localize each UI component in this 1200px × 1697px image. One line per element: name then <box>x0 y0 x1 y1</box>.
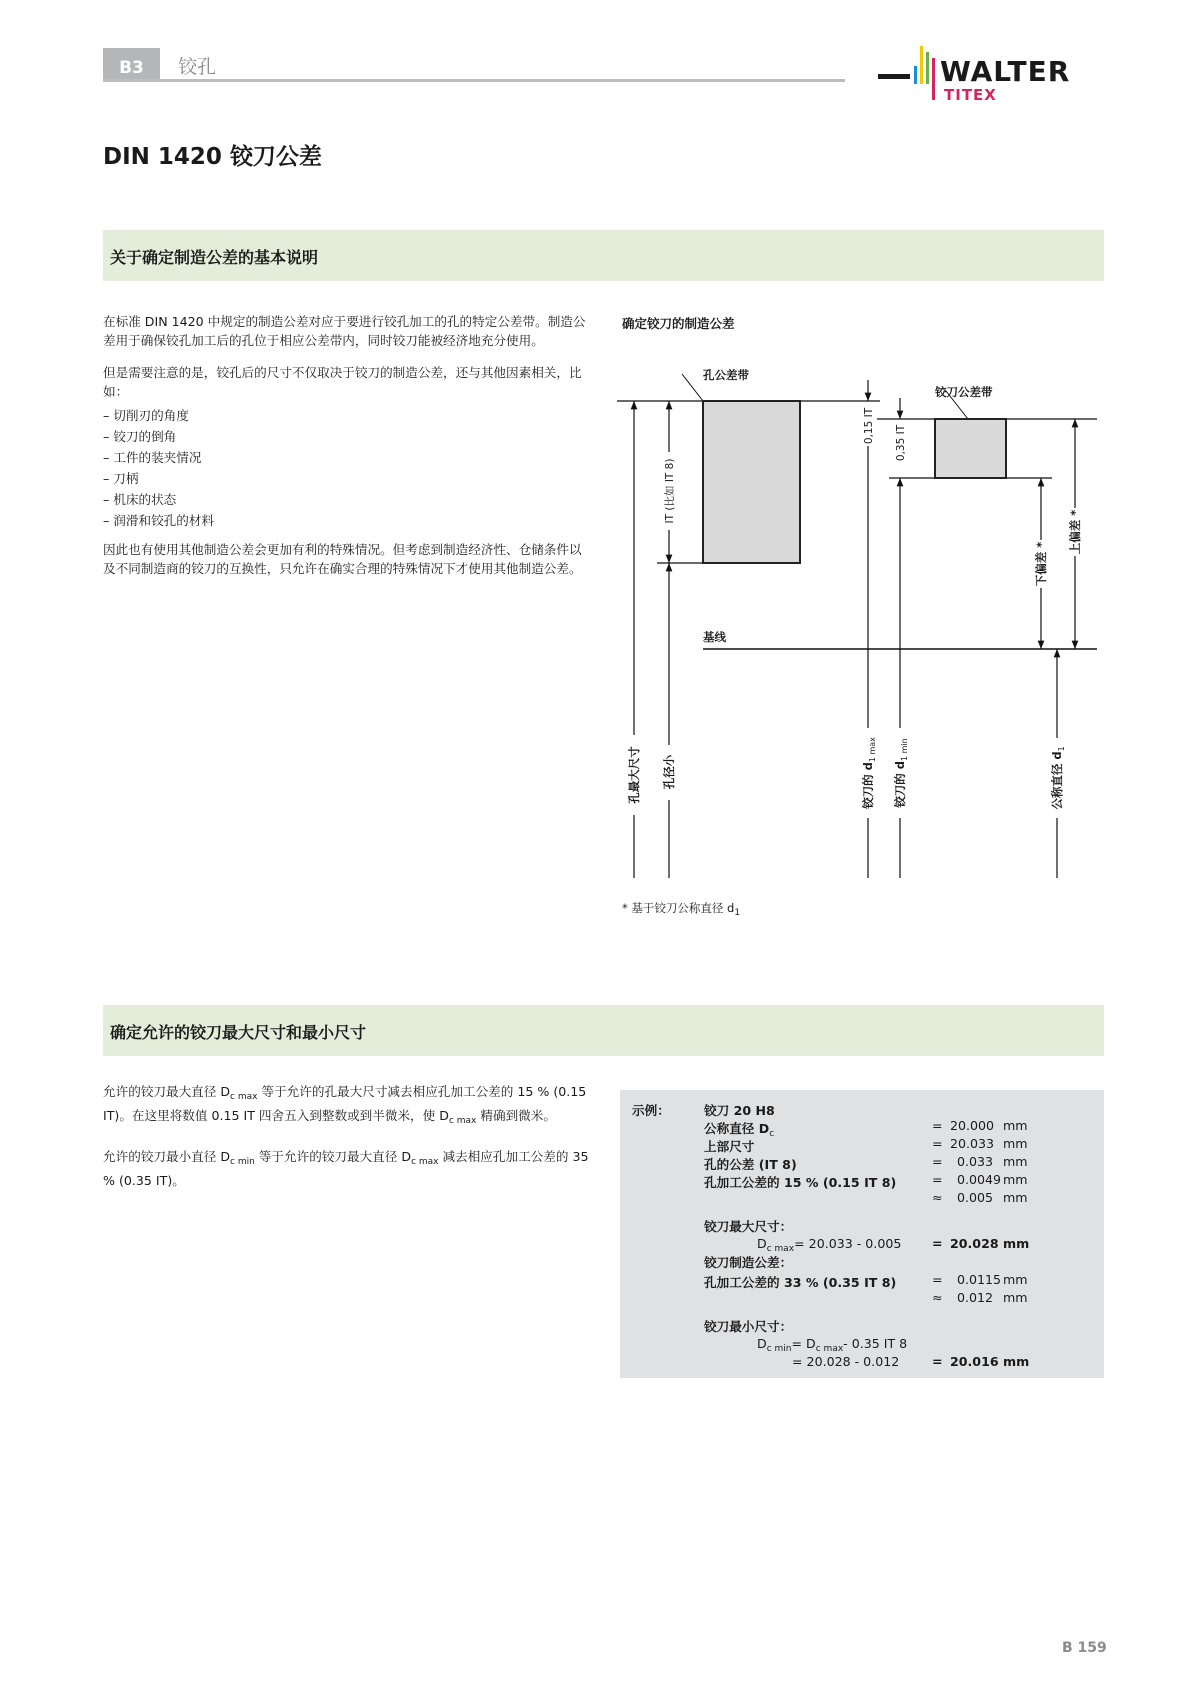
diagram-footnote: * 基于铰刀公称直径 $d_1$ <box>622 901 741 918</box>
chapter-tab: B3 <box>103 48 160 81</box>
upper-deviation-label: 上偏差 * <box>1068 509 1082 555</box>
walter-titex-logo <box>878 44 1108 104</box>
logo-text: WALTER <box>940 55 1071 88</box>
basics-text: 在标准 DIN 1420 中规定的制造公差对应于要进行铰孔加工的孔的特定公差带。制造公差用于确保铰孔加工后的孔位于相应公差带内，同时铰刀能被经济地充分使用。 但是需要注意的是，铰孔后的尺寸不仅取决于铰刀的制造公差，还与其他因素相关，比如： – 切削刃的角度 – 铰刀的倒角 – 工件的装夹情况 – 刀柄 – 机床的状态 – 润滑和铰孔的材料 因此也有使用其他制造公差会更加有利的特殊情况。但考虑到制造经济性、仓储条件以及不同制造商的铰刀的互换性，只允许在确实合理的特殊情况下才使用其他制造公差。 <box>103 313 593 592</box>
list-item: – 切削刃的角度 <box>103 408 189 423</box>
dcmax-result: 20.028 <box>950 1236 999 1251</box>
page-title: DIN 1420 铰刀公差 <box>103 144 322 170</box>
list-item: – 机床的状态 <box>103 492 177 507</box>
hole-band-label: 孔公差带 <box>703 368 749 382</box>
hole-max-label: 孔最大尺寸 <box>627 746 641 804</box>
nominal-d1-label: 公称直径 $d_1$ <box>1050 746 1066 810</box>
baseline-label: 基线 <box>703 630 726 644</box>
reamer-d1min-label: 铰刀的 $d_{1 min}$ <box>893 738 909 808</box>
reamer-d1max-label: 铰刀的 $d_{1 max}$ <box>861 737 877 809</box>
example-box: 示例： 铰刀 20 H8 公称直径 $D_c$ = 20.000 mm 上部尺寸 = 20.033 mm 孔的公差 (IT 8) = 0.033 mm 孔加工公差的 15 % (0.15 IT 8) = 0.0049 mm ≈ 0.005 mm 铰刀最大尺寸： $D_{c max}= 20.033 - 0.005$ = 20.028 mm 铰刀制造公差： 孔加工公差的 33 % (0.35 IT 8) = 0.0115 mm ≈ 0.012 mm 铰刀最小尺寸： $D_{c min}= D_{c max}-$ 0.35 IT 8 = 20.028 - 0.012 = 20.016 mm <box>620 1090 1104 1378</box>
chapter-title: 铰孔 <box>178 56 217 78</box>
factor-list <box>103 405 593 531</box>
page-number: B 159 <box>1062 1640 1107 1656</box>
it035-label: 0,35 IT <box>895 424 907 462</box>
section-header-limits: 确定允许的铰刀最大尺寸和最小尺寸 <box>103 1005 1104 1056</box>
svg-text:TITEX: TITEX <box>944 86 997 104</box>
limits-text: 允许的铰刀最大直径 $D_{c max}$ 等于允许的孔最大尺寸减去相应孔加工公差的 15 % (0.15 IT)。在这里将数值 0.15 IT 四舍五入到整数或到半微米，使 $D_{c max}$ 精确到微米。 允许的铰刀最小直径 $D_{c min}$ 等于允许的铰刀最大直径 $D_{c max}$ 减去相应孔加工公差的 35 % (0.35 IT)。 <box>103 1084 589 1188</box>
dcmin-result: 20.016 <box>950 1354 999 1369</box>
hole-min-label: 孔径小 <box>662 754 676 790</box>
list-item: – 润滑和铰孔的材料 <box>103 513 215 528</box>
header-divider <box>103 79 845 82</box>
reamer-tolerance-band <box>935 419 1006 478</box>
diagram-title: 确定铰刀的制造公差 <box>622 316 735 331</box>
it-label: IT (比如 IT 8) <box>664 458 676 524</box>
reamer-band-label: 铰刀公差带 <box>935 385 993 399</box>
lower-deviation-label: 下偏差 * <box>1034 541 1048 587</box>
list-item: – 铰刀的倒角 <box>103 429 177 444</box>
list-item: – 工件的装夹情况 <box>103 450 202 465</box>
it015-label: 0,15 IT <box>863 407 875 445</box>
list-item: – 刀柄 <box>103 471 139 486</box>
dcmax-formula: $D_{c max}= 20.033 - 0.005$ <box>757 1236 902 1254</box>
hole-tolerance-band <box>703 401 800 563</box>
tolerance-diagram <box>600 340 1110 900</box>
section-header-basics: 关于确定制造公差的基本说明 <box>103 230 1104 281</box>
dcmin-formula: $D_{c min}= D_{c max}-$ 0.35 IT 8 <box>757 1336 908 1354</box>
